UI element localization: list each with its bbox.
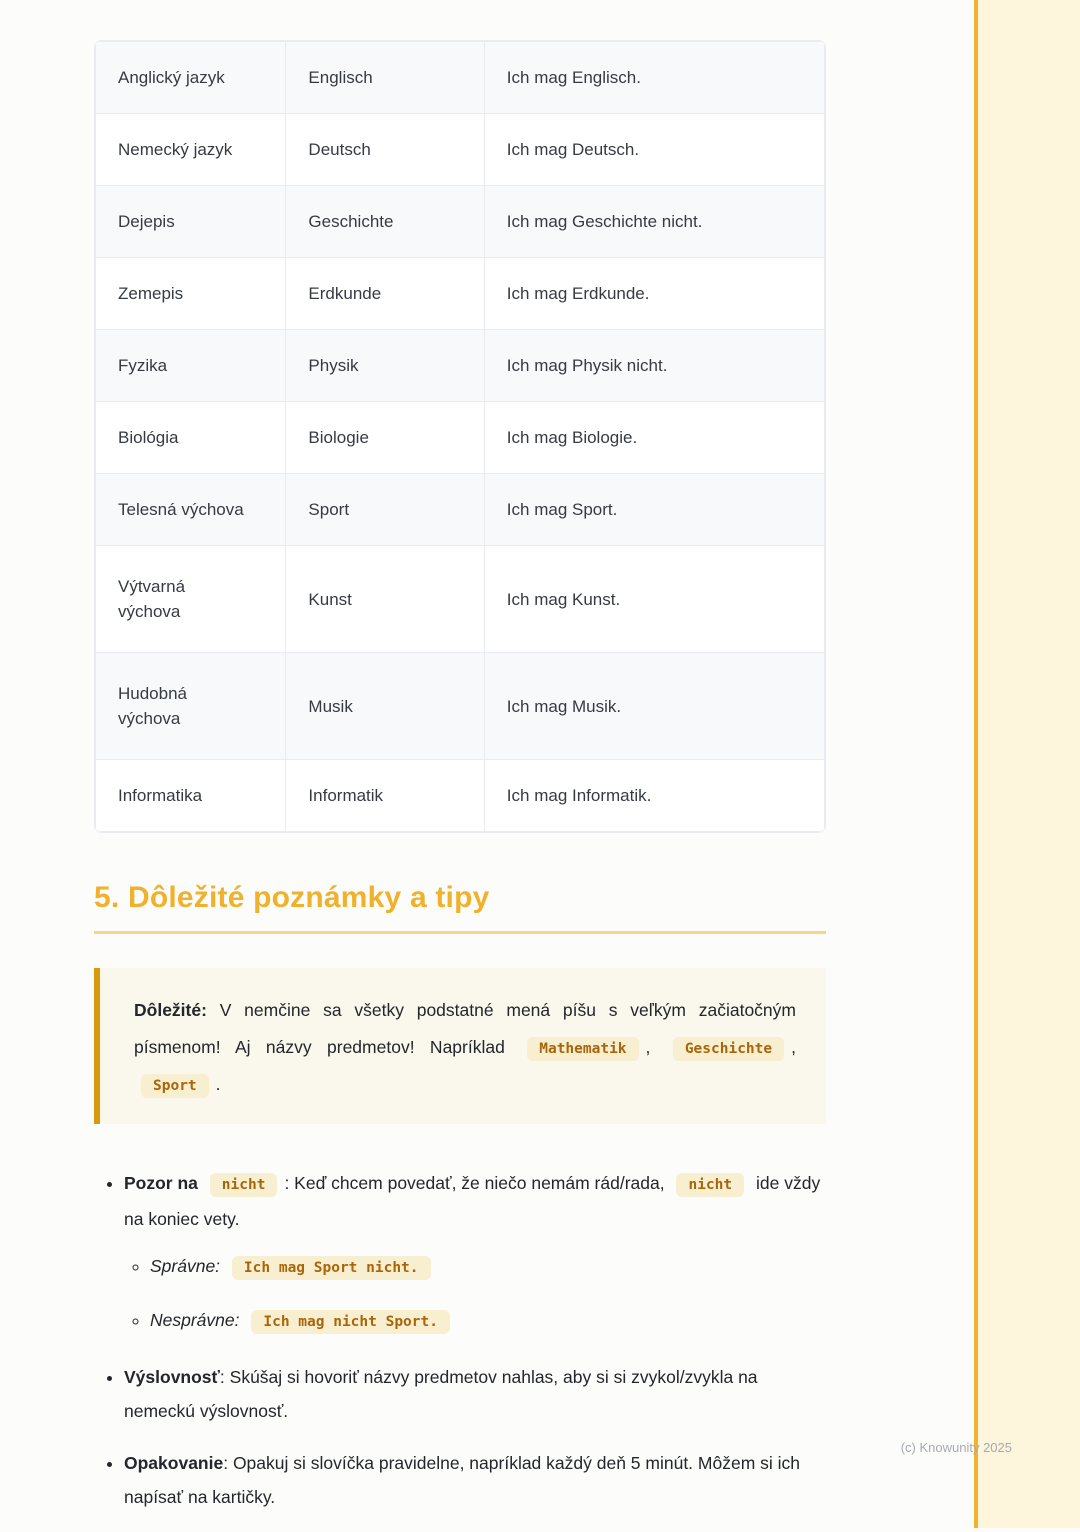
- cell-example: Ich mag Informatik.: [484, 760, 824, 832]
- table-row: [96, 546, 825, 653]
- cell-example: Ich mag Erdkunde.: [484, 258, 824, 330]
- cell-subject-sk: Hudobná výchova: [96, 653, 286, 760]
- copyright-footer: (c) Knowunity 2025: [900, 1440, 1012, 1455]
- code-chip: Sport: [141, 1074, 209, 1098]
- cell-example: Ich mag Deutsch.: [484, 114, 824, 186]
- heading-underline: [94, 931, 826, 934]
- cell-example: Ich mag Musik.: [484, 653, 824, 760]
- note-item-pronunciation: • Výslovnosť: Skúšaj si hovoriť názvy predmetov nahlas, aby si si zvykol/zvykla na nemeckú výslovnosť.: [124, 1360, 826, 1428]
- table-row: [96, 258, 825, 330]
- cell-subject-de: Physik: [286, 330, 484, 402]
- cell-subject-de: Informatik: [286, 760, 484, 832]
- callout-label: Dôležité:: [134, 1000, 207, 1020]
- cell-subject-sk: Informatika: [96, 760, 286, 832]
- table-row: [96, 402, 825, 474]
- cell-subject-de: Geschichte: [286, 186, 484, 258]
- cell-example: Ich mag Geschichte nicht.: [484, 186, 824, 258]
- cell-subject-de: Biologie: [286, 402, 484, 474]
- code-chip: Geschichte: [673, 1037, 784, 1061]
- important-callout: [94, 968, 826, 1124]
- subnote-incorrect: [150, 1300, 826, 1342]
- cell-example: Ich mag Englisch.: [484, 42, 824, 114]
- cell-subject-de: Kunst: [286, 546, 484, 653]
- table-row: [96, 653, 825, 760]
- subnotes-list: [124, 1246, 826, 1342]
- cell-example: Ich mag Biologie.: [484, 402, 824, 474]
- cell-subject-de: Sport: [286, 474, 484, 546]
- cell-example: Ich mag Physik nicht.: [484, 330, 824, 402]
- note-label: Opakovanie: [124, 1453, 224, 1474]
- subnote-label: Správne:: [150, 1256, 221, 1277]
- cell-example: Ich mag Kunst.: [484, 546, 824, 653]
- table-row: [96, 474, 825, 546]
- table-row: [96, 186, 825, 258]
- cell-subject-sk: Fyzika: [96, 330, 286, 402]
- note-label: Výslovnosť: [124, 1367, 220, 1388]
- cell-example: Ich mag Sport.: [484, 474, 824, 546]
- note-label: Pozor na: [124, 1173, 198, 1194]
- subnote-label: Nesprávne:: [150, 1310, 240, 1331]
- cell-subject-sk: Biológia: [96, 402, 286, 474]
- table-row: [96, 760, 825, 832]
- code-chip: Ich mag nicht Sport.: [251, 1310, 450, 1334]
- table-row: [96, 114, 825, 186]
- cell-subject-sk: Zemepis: [96, 258, 286, 330]
- document-content: [94, 0, 826, 1532]
- code-chip: Ich mag Sport nicht.: [232, 1256, 431, 1280]
- cell-subject-sk: Výtvarná výchova: [96, 546, 286, 653]
- note-item-repetition: • Opakovanie: Opakuj si slovíčka pravidelne, napríklad každý deň 5 minút. Môžem si ich napísať na kartičky.: [124, 1446, 826, 1514]
- cell-subject-de: Deutsch: [286, 114, 484, 186]
- cell-subject-sk: Telesná výchova: [96, 474, 286, 546]
- callout-text: Dôležité: V nemčine sa všetky podstatné mená píšu s veľkým začiatočným písmenom! Aj názvy predmetov! Napríklad Mathematik , Geschichte , Sport .: [134, 992, 796, 1102]
- vocab-table: [95, 41, 825, 832]
- page-right-margin-band: [978, 0, 1080, 1528]
- code-chip: nicht: [210, 1173, 278, 1197]
- section-heading: 5. Dôležité poznámky a tipy: [94, 881, 490, 914]
- page-accent-line: [974, 0, 978, 1528]
- cell-subject-de: Englisch: [286, 42, 484, 114]
- cell-subject-sk: Anglický jazyk: [96, 42, 286, 114]
- code-chip: Mathematik: [527, 1037, 638, 1061]
- cell-subject-de: Erdkunde: [286, 258, 484, 330]
- vocab-table-wrap: [94, 40, 826, 833]
- cell-subject-sk: Dejepis: [96, 186, 286, 258]
- notes-list: [94, 1166, 826, 1514]
- cell-subject-sk: Nemecký jazyk: [96, 114, 286, 186]
- code-chip: nicht: [676, 1173, 744, 1197]
- cell-subject-de: Musik: [286, 653, 484, 760]
- note-item-nicht: • Pozor na nicht : Keď chcem povedať, že niečo nemám rád/rada, nicht ide vždy na koniec vety. ◦ Správne: Ich mag Sport nicht. ◦ Nesprávne: Ich mag nicht Sport.: [124, 1166, 826, 1342]
- table-row: [96, 330, 825, 402]
- table-row: [96, 42, 825, 114]
- subnote-correct: [150, 1246, 826, 1288]
